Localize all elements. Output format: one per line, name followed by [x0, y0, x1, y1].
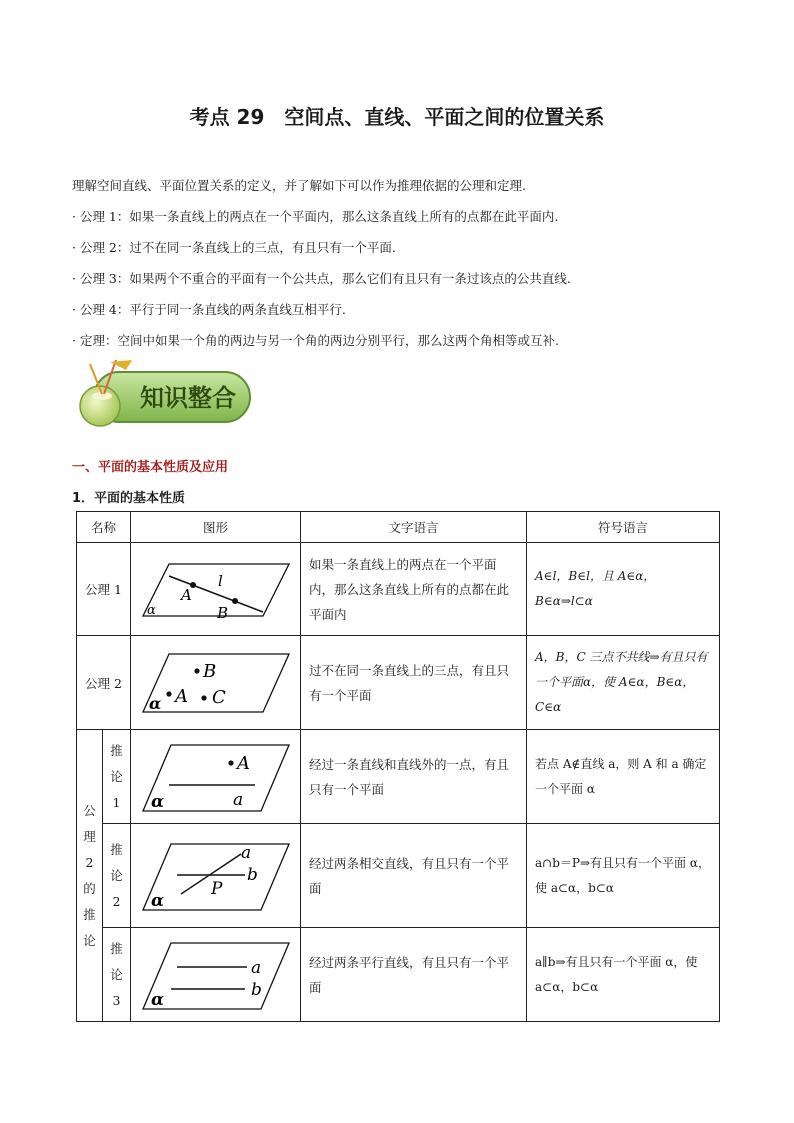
- intro-line: 理解空间直线、平面位置关系的定义，并了解如下可以作为推理依据的公理和定理.: [72, 178, 526, 193]
- svg-text:α: α: [148, 693, 161, 713]
- corollary-group-label: 公 理 2 的 推 论: [77, 730, 103, 1022]
- svg-text:C: C: [211, 686, 226, 708]
- svg-text:B: B: [216, 604, 228, 622]
- header-symbol: 符号语言: [527, 512, 720, 543]
- svg-text:α: α: [146, 603, 156, 618]
- svg-text:l: l: [217, 572, 223, 590]
- corollary-3-label: 推 论 3: [103, 928, 131, 1022]
- row-text: 经过两条相交直线，有且只有一个平面: [301, 824, 527, 928]
- row-symbol: A∈l，B∈l，且 A∈α，B∈α⇒l⊂α: [527, 543, 720, 636]
- svg-text:P: P: [210, 878, 222, 899]
- figure-corollary-2: [131, 824, 301, 928]
- badge-label: 知识整合: [140, 384, 236, 412]
- axiom-1-line: · 公理 1：如果一条直线上的两点在一个平面内，那么这条直线上所有的点都在此平面内.: [72, 209, 559, 224]
- figure-corollary-3: [131, 928, 301, 1022]
- svg-text:a: a: [250, 957, 261, 978]
- table-row: [77, 543, 720, 636]
- header-name: 名称: [77, 512, 131, 543]
- corollary-2-label: 推 论 2: [103, 824, 131, 928]
- row-symbol: a∥b⇒有且只有一个平面 α，使 a⊂α，b⊂α: [527, 928, 720, 1022]
- row-text: 经过一条直线和直线外的一点，有且只有一个平面: [301, 730, 527, 824]
- sub-heading: 1．平面的基本性质: [72, 491, 186, 506]
- svg-text:a: a: [232, 789, 243, 810]
- row-text: 如果一条直线上的两点在一个平面内，那么这条直线上所有的点都在此平面内: [301, 543, 527, 636]
- properties-table: [76, 511, 720, 1022]
- coconut-icon: [80, 386, 120, 426]
- axiom-3-line: · 公理 3：如果两个不重合的平面有一个公共点，那么它们有且只有一条过该点的公共直线.: [72, 271, 571, 286]
- svg-text:b: b: [250, 979, 262, 1000]
- table-row: [77, 636, 720, 730]
- row-text: 过不在同一条直线上的三点，有且只有一个平面: [301, 636, 527, 730]
- row-text: 经过两条平行直线，有且只有一个平面: [301, 928, 527, 1022]
- theorem-line: · 定理：空间中如果一个角的两边与另一个角的两边分别平行，那么这两个角相等或互补.: [72, 333, 559, 348]
- row-symbol: a∩b＝P⇒有且只有一个平面 α，使 a⊂α，b⊂α: [527, 824, 720, 928]
- svg-text:α: α: [150, 989, 164, 1010]
- corollary-1-label: 推 论 1: [103, 730, 131, 824]
- svg-text:B: B: [202, 660, 216, 682]
- page-title: 考点 29 空间点、直线、平面之间的位置关系: [189, 105, 605, 129]
- svg-text:A: A: [174, 685, 188, 707]
- row-name: 公理 2: [77, 636, 131, 730]
- svg-text:a: a: [240, 842, 251, 863]
- svg-text:b: b: [246, 864, 258, 885]
- knowledge-badge: [72, 358, 254, 430]
- figure-axiom-1: [131, 543, 301, 636]
- section-heading: 一、平面的基本性质及应用: [72, 460, 229, 475]
- svg-text:A: A: [236, 752, 250, 774]
- table-row: [77, 730, 720, 824]
- svg-text:α: α: [150, 791, 164, 812]
- table-row: [77, 824, 720, 928]
- table-row: [77, 928, 720, 1022]
- svg-text:A: A: [180, 586, 192, 604]
- row-symbol: 若点 A∉直线 a，则 A 和 a 确定一个平面 α: [527, 730, 720, 824]
- header-text: 文字语言: [301, 512, 527, 543]
- figure-corollary-1: [131, 730, 301, 824]
- axiom-4-line: · 公理 4：平行于同一条直线的两条直线互相平行.: [72, 302, 346, 317]
- row-name: 公理 1: [77, 543, 131, 636]
- header-figure: 图形: [131, 512, 301, 543]
- row-symbol: A，B，C 三点不共线⇒有且只有一个平面α，使 A∈α，B∈α，C∈α: [527, 636, 720, 730]
- figure-axiom-2: [131, 636, 301, 730]
- axiom-2-line: · 公理 2：过不在同一条直线上的三点，有且只有一个平面.: [72, 240, 396, 255]
- svg-text:α: α: [150, 890, 164, 911]
